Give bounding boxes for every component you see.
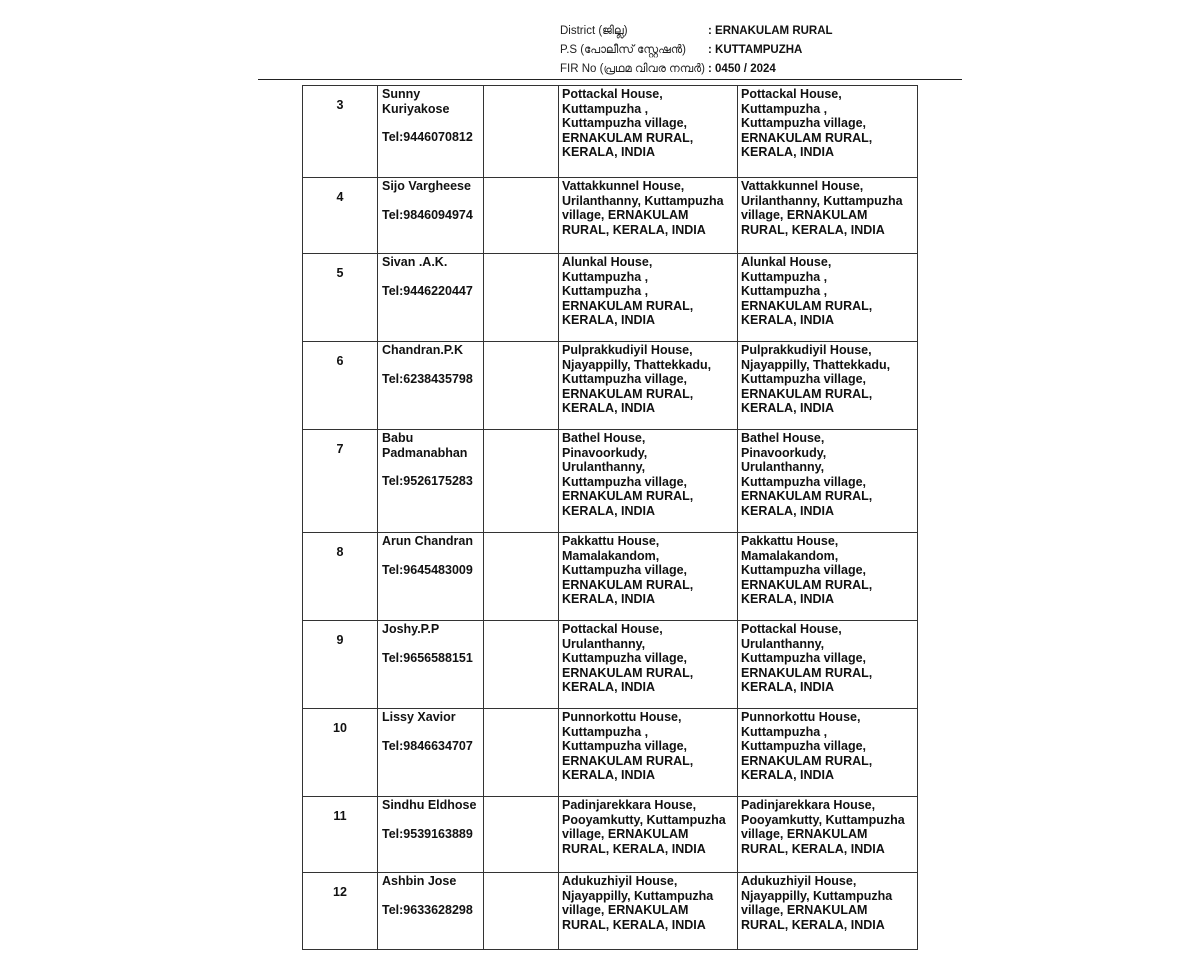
telephone-number: Tel:9633628298 <box>382 902 473 917</box>
empty-cell <box>484 797 559 873</box>
address-line: ERNAKULAM RURAL, <box>562 577 694 592</box>
table-body <box>303 86 918 950</box>
address-line: ERNAKULAM RURAL, <box>562 130 694 145</box>
address-line: Njayappilly, Kuttampuzha <box>562 888 714 903</box>
address-line: RURAL, KERALA, INDIA <box>741 222 885 237</box>
telephone-number: Tel:9846094974 <box>382 207 473 222</box>
serial-number-cell: 10 <box>303 709 378 797</box>
address-line: KERALA, INDIA <box>562 145 656 160</box>
fir-number-value: : 0450 / 2024 <box>708 63 776 75</box>
address-line: Mamalakandom, <box>741 548 839 563</box>
telephone-number: Tel:9539163889 <box>382 826 473 841</box>
empty-cell <box>484 533 559 621</box>
telephone-number: Tel:9446070812 <box>382 130 473 145</box>
address-line: Padinjarekkara House, <box>741 798 876 812</box>
address-line: ERNAKULAM RURAL, <box>741 489 873 504</box>
address-line: KERALA, INDIA <box>562 313 656 328</box>
address-line: Padinjarekkara House, <box>562 798 697 812</box>
present-address-cell <box>559 430 738 533</box>
address-line: village, ERNAKULAM <box>562 903 689 918</box>
address-line: Kuttampuzha , <box>741 101 828 116</box>
address-line: Vattakkunnel House, <box>741 179 864 193</box>
address-line: Pooyamkutty, Kuttampuzha <box>562 812 726 827</box>
address-line: Urulanthanny, <box>741 636 825 651</box>
name-cell <box>378 873 484 950</box>
address-line: ERNAKULAM RURAL, <box>741 298 873 313</box>
telephone-number: Tel:9446220447 <box>382 283 473 298</box>
police-station-row <box>560 41 833 60</box>
permanent-address-cell <box>738 254 918 342</box>
serial-number-cell: 8 <box>303 533 378 621</box>
present-address-cell <box>559 254 738 342</box>
present-address-cell <box>559 533 738 621</box>
address-line: village, ERNAKULAM <box>562 208 689 223</box>
address-line: Kuttampuzha village, <box>562 372 688 387</box>
address-line: Kuttampuzha , <box>562 284 649 299</box>
fir-number-row <box>560 60 833 79</box>
permanent-address-cell <box>738 797 918 873</box>
empty-cell <box>484 873 559 950</box>
address-line: Pakkattu House, <box>562 534 660 548</box>
name-cell <box>378 709 484 797</box>
empty-cell <box>484 254 559 342</box>
permanent-address-cell <box>738 709 918 797</box>
address-line: Kuttampuzha village, <box>741 651 867 666</box>
address-line: KERALA, INDIA <box>741 313 835 328</box>
district-label: District (ജില്ല) <box>560 25 628 37</box>
present-address-cell <box>559 709 738 797</box>
telephone-number: Tel:9656588151 <box>382 650 473 665</box>
fir-number-label: FIR No (പ്രഥമ വിവര നമ്പർ) <box>560 63 705 75</box>
permanent-address-cell <box>738 430 918 533</box>
address-line: Urilanthanny, Kuttampuzha <box>562 193 724 208</box>
address-line: Kuttampuzha village, <box>741 563 867 578</box>
permanent-address-cell <box>738 621 918 709</box>
address-line: KERALA, INDIA <box>741 592 835 607</box>
name-cell <box>378 430 484 533</box>
address-line: Punnorkottu House, <box>562 710 682 724</box>
address-line: Urulanthanny, <box>741 460 825 475</box>
empty-cell <box>484 621 559 709</box>
address-line: Pinavoorkudy, <box>562 445 648 460</box>
person-name: Sijo Vargheese <box>382 179 471 193</box>
telephone-number: Tel:6238435798 <box>382 371 473 386</box>
serial-number-cell: 3 <box>303 86 378 178</box>
person-name: Joshy.P.P <box>382 622 440 636</box>
address-line: KERALA, INDIA <box>741 145 835 160</box>
address-line: Punnorkottu House, <box>741 710 861 724</box>
address-line: ERNAKULAM RURAL, <box>562 386 694 401</box>
district-row <box>560 22 833 41</box>
address-line: Pakkattu House, <box>741 534 839 548</box>
table-row <box>303 342 918 430</box>
empty-cell <box>484 86 559 178</box>
address-line: Kuttampuzha , <box>562 724 649 739</box>
table-row <box>303 873 918 950</box>
address-line: Kuttampuzha village, <box>562 651 688 666</box>
table-row <box>303 86 918 178</box>
permanent-address-cell <box>738 342 918 430</box>
address-line: Njayappilly, Thattekkadu, <box>741 357 891 372</box>
serial-number-cell: 12 <box>303 873 378 950</box>
address-line: ERNAKULAM RURAL, <box>741 130 873 145</box>
present-address-cell <box>559 86 738 178</box>
address-line: RURAL, KERALA, INDIA <box>562 917 706 932</box>
empty-cell <box>484 342 559 430</box>
accused-table <box>302 85 918 950</box>
address-line: RURAL, KERALA, INDIA <box>562 841 706 856</box>
address-line: ERNAKULAM RURAL, <box>562 489 694 504</box>
address-line: Kuttampuzha village, <box>741 474 867 489</box>
person-name: Arun Chandran <box>382 534 473 548</box>
address-line: KERALA, INDIA <box>741 401 835 416</box>
person-name: Chandran.P.K <box>382 343 464 357</box>
header-divider <box>258 79 962 80</box>
address-line: ERNAKULAM RURAL, <box>741 386 873 401</box>
address-line: Mamalakandom, <box>562 548 660 563</box>
address-line: Alunkal House, <box>741 255 832 269</box>
address-line: Pulprakkudiyil House, <box>741 343 872 357</box>
serial-number-cell: 7 <box>303 430 378 533</box>
address-line: KERALA, INDIA <box>562 680 656 695</box>
telephone-number: Tel:9846634707 <box>382 738 473 753</box>
address-line: Adukuzhiyil House, <box>562 874 678 888</box>
address-line: Kuttampuzha village, <box>741 739 867 754</box>
person-name: Sindhu Eldhose <box>382 798 477 812</box>
person-name: Babu Padmanabhan <box>382 431 468 460</box>
name-cell <box>378 254 484 342</box>
telephone-number: Tel:9526175283 <box>382 474 473 489</box>
present-address-cell <box>559 342 738 430</box>
address-line: RURAL, KERALA, INDIA <box>741 917 885 932</box>
empty-cell <box>484 430 559 533</box>
table-row <box>303 533 918 621</box>
document-header <box>560 22 833 79</box>
address-line: KERALA, INDIA <box>562 401 656 416</box>
address-line: Urulanthanny, <box>562 460 646 475</box>
address-line: Urilanthanny, Kuttampuzha <box>741 193 903 208</box>
address-line: Kuttampuzha village, <box>741 372 867 387</box>
address-line: Pottackal House, <box>562 87 663 101</box>
name-cell <box>378 342 484 430</box>
table-row <box>303 178 918 254</box>
name-cell <box>378 86 484 178</box>
address-line: KERALA, INDIA <box>741 503 835 518</box>
address-line: Kuttampuzha village, <box>562 739 688 754</box>
serial-number-cell: 4 <box>303 178 378 254</box>
table-row <box>303 621 918 709</box>
serial-number-cell: 5 <box>303 254 378 342</box>
address-line: ERNAKULAM RURAL, <box>562 298 694 313</box>
address-line: Pottackal House, <box>741 622 842 636</box>
address-line: Pooyamkutty, Kuttampuzha <box>741 812 905 827</box>
serial-number-cell: 11 <box>303 797 378 873</box>
person-name: Sivan .A.K. <box>382 255 448 269</box>
address-line: KERALA, INDIA <box>741 768 835 783</box>
address-line: Njayappilly, Kuttampuzha <box>741 888 893 903</box>
address-line: village, ERNAKULAM <box>562 827 689 842</box>
present-address-cell <box>559 797 738 873</box>
permanent-address-cell <box>738 533 918 621</box>
address-line: Kuttampuzha , <box>741 724 828 739</box>
address-line: Pinavoorkudy, <box>741 445 827 460</box>
address-line: Kuttampuzha village, <box>562 116 688 131</box>
address-line: village, ERNAKULAM <box>741 903 868 918</box>
table-row <box>303 709 918 797</box>
address-line: ERNAKULAM RURAL, <box>741 577 873 592</box>
address-line: Pottackal House, <box>741 87 842 101</box>
address-line: Vattakkunnel House, <box>562 179 685 193</box>
present-address-cell <box>559 178 738 254</box>
address-line: KERALA, INDIA <box>741 680 835 695</box>
address-line: RURAL, KERALA, INDIA <box>562 222 706 237</box>
address-line: RURAL, KERALA, INDIA <box>741 841 885 856</box>
name-cell <box>378 621 484 709</box>
present-address-cell <box>559 873 738 950</box>
empty-cell <box>484 709 559 797</box>
address-line: Njayappilly, Thattekkadu, <box>562 357 712 372</box>
address-line: village, ERNAKULAM <box>741 208 868 223</box>
person-name: Sunny Kuriyakose <box>382 87 450 116</box>
address-line: Kuttampuzha , <box>741 284 828 299</box>
address-line: ERNAKULAM RURAL, <box>562 665 694 680</box>
address-line: Bathel House, <box>562 431 646 445</box>
address-line: ERNAKULAM RURAL, <box>562 753 694 768</box>
address-line: village, ERNAKULAM <box>741 827 868 842</box>
address-line: KERALA, INDIA <box>562 768 656 783</box>
address-line: Kuttampuzha , <box>562 101 649 116</box>
permanent-address-cell <box>738 86 918 178</box>
address-line: Pottackal House, <box>562 622 663 636</box>
police-station-value: : KUTTAMPUZHA <box>708 44 803 56</box>
present-address-cell <box>559 621 738 709</box>
empty-cell <box>484 178 559 254</box>
address-line: Kuttampuzha village, <box>562 474 688 489</box>
table-row <box>303 254 918 342</box>
name-cell <box>378 533 484 621</box>
telephone-number: Tel:9645483009 <box>382 562 473 577</box>
address-line: Urulanthanny, <box>562 636 646 651</box>
person-name: Ashbin Jose <box>382 874 457 888</box>
address-line: Kuttampuzha , <box>741 269 828 284</box>
address-line: KERALA, INDIA <box>562 592 656 607</box>
address-line: KERALA, INDIA <box>562 503 656 518</box>
person-name: Lissy Xavior <box>382 710 456 724</box>
address-line: Kuttampuzha village, <box>741 116 867 131</box>
address-line: Alunkal House, <box>562 255 653 269</box>
address-line: Pulprakkudiyil House, <box>562 343 693 357</box>
serial-number-cell: 6 <box>303 342 378 430</box>
permanent-address-cell <box>738 873 918 950</box>
name-cell <box>378 178 484 254</box>
police-station-label: P.S (പോലീസ് സ്റ്റേഷൻ) <box>560 44 686 56</box>
table-row <box>303 430 918 533</box>
permanent-address-cell <box>738 178 918 254</box>
name-cell <box>378 797 484 873</box>
district-value: : ERNAKULAM RURAL <box>708 25 833 37</box>
address-line: Kuttampuzha , <box>562 269 649 284</box>
address-line: ERNAKULAM RURAL, <box>741 665 873 680</box>
serial-number-cell: 9 <box>303 621 378 709</box>
address-line: Bathel House, <box>741 431 825 445</box>
address-line: Adukuzhiyil House, <box>741 874 857 888</box>
address-line: Kuttampuzha village, <box>562 563 688 578</box>
address-line: ERNAKULAM RURAL, <box>741 753 873 768</box>
table-row <box>303 797 918 873</box>
